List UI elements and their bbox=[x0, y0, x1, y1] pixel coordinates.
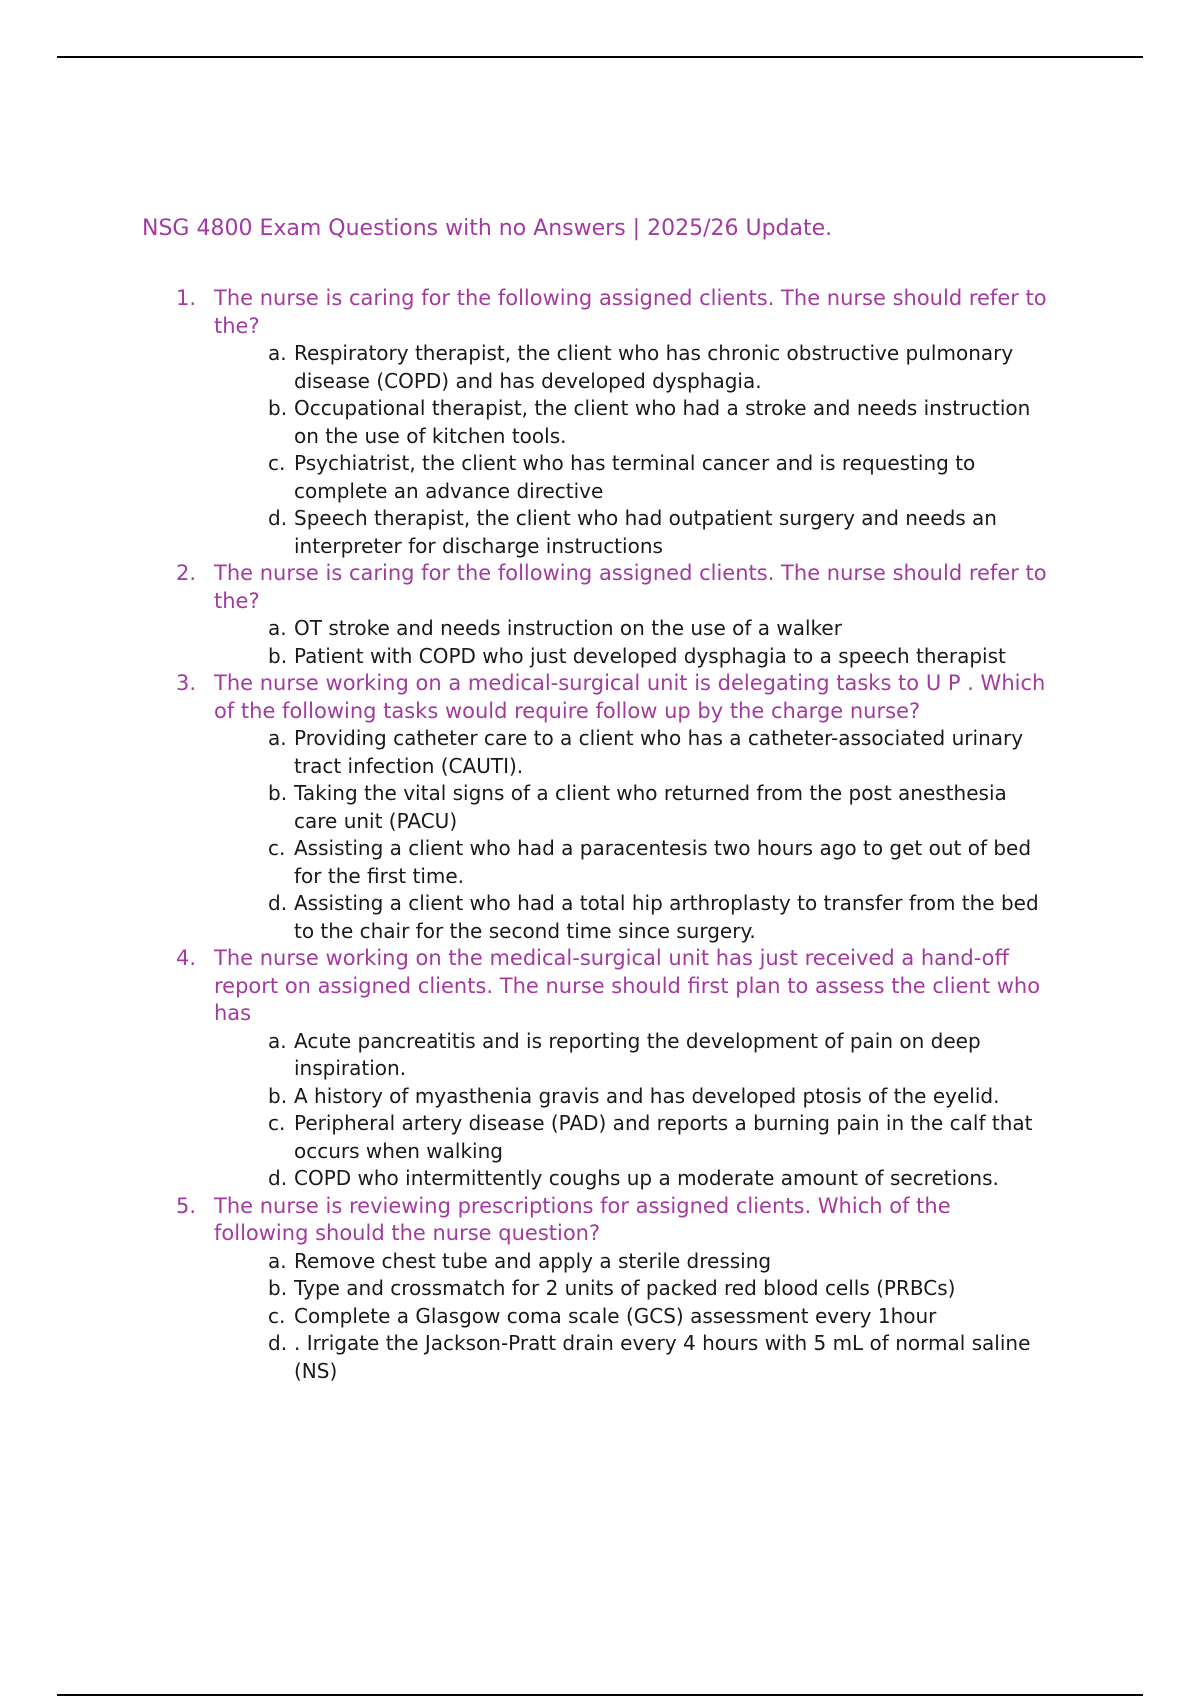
option-d bbox=[254, 1330, 1050, 1385]
option-text: Speech therapist, the client who had outpatient surgery and needs an interpreter for discharge instructions bbox=[294, 506, 997, 558]
option-letter: c. bbox=[268, 451, 286, 475]
option-letter: b. bbox=[268, 1276, 288, 1300]
option-letter: a. bbox=[268, 341, 287, 365]
option-list bbox=[214, 615, 1050, 670]
option-letter: c. bbox=[268, 836, 286, 860]
option-b bbox=[254, 780, 1050, 835]
option-letter: b. bbox=[268, 396, 288, 420]
option-list bbox=[214, 725, 1050, 945]
option-text: Acute pancreatitis and is reporting the development of pain on deep inspiration. bbox=[294, 1028, 981, 1080]
option-a bbox=[254, 615, 1050, 643]
option-letter: a. bbox=[268, 1248, 287, 1273]
option-c bbox=[254, 1303, 1050, 1331]
option-letter: a. bbox=[268, 726, 287, 750]
option-c bbox=[254, 1110, 1050, 1165]
option-list bbox=[214, 340, 1050, 560]
question-4 bbox=[170, 945, 1050, 1193]
option-text: Taking the vital signs of a client who returned from the post anesthesia care unit (PACU) bbox=[294, 781, 1007, 833]
question-text: The nurse working on the medical-surgical unit has just received a hand-off report on assigned clients. The nurse should first plan to assess the client who has bbox=[214, 946, 1041, 1025]
question-number: 4. bbox=[176, 946, 197, 970]
option-text: A history of myasthenia gravis and has developed ptosis of the eyelid. bbox=[294, 1083, 1000, 1108]
question-2 bbox=[170, 560, 1050, 670]
option-text: Providing catheter care to a client who has a catheter-associated urinary tract infection (CAUTI). bbox=[294, 726, 1024, 778]
option-d bbox=[254, 890, 1050, 945]
option-letter: a. bbox=[268, 1028, 287, 1053]
option-letter: b. bbox=[268, 781, 288, 805]
question-number: 5. bbox=[176, 1193, 197, 1218]
option-letter: d. bbox=[268, 1166, 288, 1190]
option-letter: d. bbox=[268, 891, 288, 915]
option-text: Assisting a client who had a paracentesis two hours ago to get out of bed for the first time. bbox=[294, 836, 1032, 888]
question-list bbox=[170, 285, 1050, 1385]
option-text: . Irrigate the Jackson-Pratt drain every 4 hours with 5 mL of normal saline (NS) bbox=[294, 1331, 1031, 1383]
option-c bbox=[254, 450, 1050, 505]
document-title: NSG 4800 Exam Questions with no Answers | 2025/26 Update. bbox=[142, 216, 833, 241]
option-text: Peripheral artery disease (PAD) and reports a burning pain in the calf that occurs when walking bbox=[294, 1111, 1033, 1163]
option-letter: d. bbox=[268, 1331, 288, 1355]
option-a bbox=[254, 725, 1050, 780]
option-list bbox=[214, 1028, 1050, 1193]
option-text: Type and crossmatch for 2 units of packed red blood cells (PRBCs) bbox=[294, 1276, 956, 1300]
option-b bbox=[254, 1083, 1050, 1111]
question-number: 2. bbox=[176, 561, 197, 585]
option-text: Complete a Glasgow coma scale (GCS) assessment every 1hour bbox=[294, 1303, 937, 1328]
question-5 bbox=[170, 1193, 1050, 1386]
question-1 bbox=[170, 285, 1050, 560]
option-text: Occupational therapist, the client who had a stroke and needs instruction on the use of kitchen tools. bbox=[294, 396, 1031, 448]
option-letter: b. bbox=[268, 1083, 288, 1108]
option-d bbox=[254, 505, 1050, 560]
question-3 bbox=[170, 670, 1050, 945]
option-text: Remove chest tube and apply a sterile dressing bbox=[294, 1248, 772, 1273]
question-text: The nurse is caring for the following assigned clients. The nurse should refer to the? bbox=[214, 561, 1047, 613]
option-c bbox=[254, 835, 1050, 890]
option-letter: a. bbox=[268, 616, 287, 640]
question-text: The nurse working on a medical-surgical unit is delegating tasks to U P . Which of the following tasks would require follow up by the charge nurse? bbox=[214, 671, 1046, 723]
option-d bbox=[254, 1165, 1050, 1193]
question-text: The nurse is caring for the following assigned clients. The nurse should refer to the? bbox=[214, 286, 1047, 338]
option-letter: d. bbox=[268, 506, 288, 530]
option-text: Psychiatrist, the client who has terminal cancer and is requesting to complete an advance directive bbox=[294, 451, 976, 503]
bottom-rule bbox=[57, 1694, 1143, 1696]
option-a bbox=[254, 1028, 1050, 1083]
question-number: 3. bbox=[176, 671, 197, 695]
option-b bbox=[254, 1275, 1050, 1303]
question-text: The nurse is reviewing prescriptions for assigned clients. Which of the following should the nurse question? bbox=[214, 1193, 951, 1245]
top-rule bbox=[57, 56, 1143, 58]
option-b bbox=[254, 395, 1050, 450]
option-letter: b. bbox=[268, 643, 288, 668]
option-text: Respiratory therapist, the client who has chronic obstructive pulmonary disease (COPD) and has developed dysphagia. bbox=[294, 341, 1014, 393]
option-list bbox=[214, 1248, 1050, 1386]
option-text: COPD who intermittently coughs up a moderate amount of secretions. bbox=[294, 1166, 999, 1190]
question-number: 1. bbox=[176, 286, 197, 310]
option-a bbox=[254, 1248, 1050, 1276]
option-text: OT stroke and needs instruction on the use of a walker bbox=[294, 616, 842, 640]
option-text: Assisting a client who had a total hip arthroplasty to transfer from the bed to the chair for the second time since surgery. bbox=[294, 891, 1039, 943]
option-letter: c. bbox=[268, 1111, 286, 1135]
option-b bbox=[254, 643, 1050, 671]
option-letter: c. bbox=[268, 1303, 286, 1328]
option-a bbox=[254, 340, 1050, 395]
option-text: Patient with COPD who just developed dysphagia to a speech therapist bbox=[294, 643, 1006, 668]
